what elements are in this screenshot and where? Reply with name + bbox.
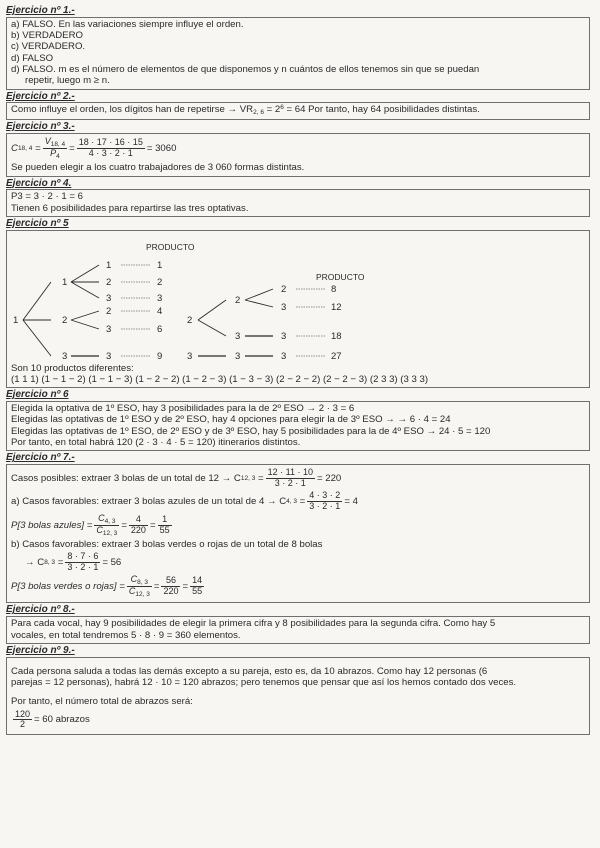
- exercise-3-title: Ejercicio nº 3.-: [6, 121, 75, 133]
- tree2-leaf-3: 3: [281, 330, 287, 342]
- e6-line-4: Por tanto, en total habrá 120 (2 · 3 · 4 · 5 = 120) itinerarios distintos.: [11, 437, 301, 449]
- e1-line-e-cont: repetir, luego m ≥ n.: [25, 75, 110, 87]
- e9-den: 2: [20, 719, 26, 730]
- e7-pb-c1s: 8, 3: [137, 579, 149, 587]
- producto-label-1: PRODUCTO: [146, 241, 195, 252]
- e7-l1-frac: [266, 468, 315, 489]
- e7-a-frac: [307, 491, 342, 512]
- e3-v: V: [44, 135, 51, 146]
- e1-line-c: c) VERDADERO.: [11, 41, 86, 53]
- e3-frac-1: [43, 137, 67, 160]
- tree3-root: 3: [187, 350, 193, 362]
- tree2-leaf-1: 2: [281, 283, 287, 295]
- tree1-product-6: 9: [157, 350, 163, 362]
- tree2-product-1: 8: [331, 283, 337, 295]
- e3-frac-2: [77, 138, 145, 159]
- tree-svg: [11, 232, 585, 363]
- tree2-product-3: 18: [331, 330, 342, 342]
- e9-frac: [13, 710, 32, 731]
- e3-p-sub: 4: [56, 153, 60, 161]
- exercise-5-title: Ejercicio nº 5: [6, 217, 69, 229]
- e7-pb-d3: 55: [192, 586, 203, 597]
- e9-equation: [11, 710, 585, 731]
- tree2-product-2: 12: [331, 301, 342, 313]
- e7-pb-n3: 14: [192, 575, 203, 586]
- tree3-product: 27: [331, 350, 342, 362]
- e7-pb-frac3: [190, 576, 204, 597]
- e7-b-text: b) Casos favorables: extraer 3 bolas verdes o rojas de un total de 8 bolas: [11, 539, 323, 551]
- tree1-leaf-2: 2: [106, 276, 112, 288]
- e7-pb-frac1: [127, 575, 152, 598]
- e6-line-1: Elegida la optativa de 1º ESO, hay 3 posibilidades para la de 2º ESO → 2 · 3 = 6: [11, 403, 355, 415]
- e7-b-arrow: → C: [25, 557, 45, 569]
- tree1-product-3: 3: [157, 292, 163, 304]
- e7-pa-frac3: [158, 515, 172, 536]
- exercise-4-box: [6, 189, 590, 217]
- e1-line-a: a) FALSO. En las variaciones siempre influye el orden.: [11, 18, 244, 30]
- tree2-mid-2: 3: [235, 330, 241, 342]
- tree2-leaf-2: 3: [281, 301, 287, 313]
- exercise-2-box: [6, 102, 590, 120]
- tree1-mid-1: 1: [62, 276, 68, 288]
- e9-line-3: Por tanto, el número total de abrazos será:: [11, 696, 193, 708]
- e7-b-frac: [65, 552, 100, 573]
- e3-equation: C 18, 4 = $\frac{V_{18, 4}}{P_4}$ = $\frac{18 \cdot 17 \cdot 16 \cdot 15}{4 \cdot 3 \cdot 2 \cdot 1}$ = 3060: [11, 135, 177, 161]
- e3-result: = 3060: [146, 142, 177, 154]
- e4-line-2: Tienen 6 posibilidades para repartirse las tres optativas.: [11, 202, 249, 214]
- e9-res: = 60 abrazos: [34, 714, 90, 726]
- answer-sheet: [6, 4, 590, 736]
- exercise-5-box: [6, 230, 590, 389]
- e2-end: = 64 Por tanto, hay 64 posibilidades distintas.: [283, 104, 480, 116]
- e7-pa-n3: 1: [158, 515, 172, 526]
- e7-l1-sub: 12, 3: [240, 474, 256, 482]
- e6-line-3: Elegidas las optativas de 1º ESO, de 2º ESO y de 3º ESO, hay 5 posibilidades para la de 4º ESO → 24 · 5 = 120: [11, 425, 491, 437]
- tree1-leaf-5: 3: [106, 323, 112, 335]
- exercise-6-title: Ejercicio nº 6: [6, 389, 69, 401]
- tree1-product-2: 2: [157, 276, 163, 288]
- e2-rest: = 2: [263, 104, 281, 116]
- e7-pa-c1s: 4, 3: [104, 517, 116, 525]
- e7-pa-label: P[3 bolas azules] =: [11, 519, 93, 531]
- e9-line-1: Cada persona saluda a todas las demás excepto a su pareja, esto es, da 10 abrazos. Como hay 12 personas (6: [11, 665, 488, 677]
- exercise-9-box: [6, 657, 590, 736]
- e5-line-2: (1 1 1) (1 − 1 − 2) (1 − 1 − 3) (1 − 2 − 2) (1 − 2 − 3) (1 − 3 − 3) (2 − 2 − 2) (2 − 2 − 3) (2 3 3) (3 3 3): [11, 374, 429, 386]
- exercise-6-box: [6, 401, 590, 451]
- e5-tree-diagram: [11, 232, 585, 363]
- exercise-7-box: [6, 464, 590, 603]
- e1-line-e: d) FALSO. m es el número de elementos de que disponemos y n cuántos de ellos tenemos sin que se puedan: [11, 64, 480, 76]
- e7-pa-c1: C: [98, 512, 105, 523]
- tree2-mid-1: 2: [235, 294, 241, 306]
- exercise-1-title: Ejercicio nº 1.-: [6, 5, 75, 16]
- e8-line-1: Para cada vocal, hay 9 posibilidades de elegir la primera cifra y 8 posibilidades para la segunda cifra. Como hay 5: [11, 618, 496, 630]
- e7-pb-n2: 56: [161, 576, 180, 587]
- e9-num: 120: [15, 708, 31, 719]
- e2-sub: 2, 6: [253, 109, 264, 117]
- e2-line: [11, 104, 585, 117]
- e3-den2: 4 · 3 · 2 · 1: [88, 148, 133, 159]
- e2-sup: 6: [280, 104, 284, 112]
- exercise-9-title: Ejercicio nº 9.-: [6, 644, 75, 656]
- e7-pb-c2: C: [128, 586, 136, 597]
- e3-p: P: [50, 148, 57, 159]
- e1-line-b: b) VERDADERO: [11, 30, 83, 42]
- e7-pb-c2s: 12, 3: [135, 591, 150, 599]
- e7-pa-frac1: [94, 514, 119, 537]
- tree1-mid-2: 2: [62, 314, 68, 326]
- e3-lhs-sub: 18, 4: [17, 144, 33, 152]
- exercise-7-title: Ejercicio nº 7.-: [6, 452, 75, 464]
- e7-pb-c1: C: [130, 574, 138, 585]
- e7-a-sub: 4, 3: [286, 497, 298, 505]
- e7-pa-d3: 55: [159, 524, 170, 535]
- tree3-mid: 3: [235, 350, 241, 362]
- e7-a-text: a) Casos favorables: extraer 3 bolas azules de un total de 4 → C: [11, 495, 287, 507]
- tree1-product-1: 1: [157, 259, 163, 271]
- e7-posibles: Casos posibles: extraer 3 bolas de un total de 12 → C 12, 3 = $\frac{12 \cdot 11 \cdot 10}{3 \cdot 2 \cdot 1}$ = 220: [11, 467, 342, 489]
- e7-b-num: 8 · 7 · 6: [67, 551, 99, 562]
- exercise-1-box: [6, 17, 590, 90]
- tree3-leaf: 3: [281, 350, 287, 362]
- exercise-2-title: Ejercicio nº 2.-: [6, 90, 75, 102]
- e7-b: → C 8, 3 = $\frac{8 \cdot 7 \cdot 6}{3 \cdot 2 \cdot 1}$ = 56: [25, 551, 122, 573]
- e7-pb-d2: 220: [163, 586, 179, 597]
- e1-line-d: d) FALSO: [11, 52, 54, 64]
- e9-line-2: parejas = 12 personas), habrá 12 · 10 = 120 abrazos; pero tenemos que pensar que así los hemos contado dos veces.: [11, 676, 517, 688]
- e7-b-sub: 8, 3: [44, 558, 56, 566]
- e5-line-1: Son 10 productos diferentes:: [11, 362, 134, 374]
- e7-l1-text: Casos posibles: extraer 3 bolas de un total de 12 → C: [11, 472, 241, 484]
- e7-b-den: 3 · 2 · 1: [67, 562, 99, 573]
- e7-pa-frac2: [129, 515, 148, 536]
- exercise-4-title: Ejercicio nº 4.: [6, 177, 72, 189]
- e7-a-den: 3 · 2 · 1: [309, 500, 341, 511]
- e8-line-2: vocales, en total tendremos 5 · 8 · 9 = 360 elementos.: [11, 629, 241, 641]
- e7-l1-den: 3 · 2 · 1: [274, 478, 306, 489]
- e7-b-res: = 56: [102, 557, 122, 569]
- tree1-mid-3: 3: [62, 350, 68, 362]
- exercise-3-box: [6, 133, 590, 177]
- e4-line-1: P3 = 3 · 2 · 1 = 6: [11, 191, 83, 203]
- producto-label-2: PRODUCTO: [316, 271, 365, 282]
- tree1-leaf-3: 3: [106, 292, 112, 304]
- e7-a-res: = 4: [344, 495, 358, 507]
- e7-pb: P[3 bolas verdes o rojas] = $\frac{C_{8, 3}}{C_{12, 3}}$ = $\frac{56}{220}$ = $\frac{14}{55}$: [11, 574, 203, 599]
- exercise-8-title: Ejercicio nº 8.-: [6, 604, 75, 616]
- tree1-leaf-1: 1: [106, 259, 112, 271]
- e3-lhs: C: [11, 142, 18, 154]
- tree1-leaf-6: 3: [106, 350, 112, 362]
- e7-l1-res: = 220: [316, 472, 342, 484]
- tree1-product-4: 4: [157, 305, 163, 317]
- tree2-root: 2: [187, 314, 193, 326]
- e6-line-2: Elegidas las optativas de 1º ESO y de 2º ESO, hay 4 opciones para elegir la de 3º ESO → → 6 · 4 = 24: [11, 414, 451, 426]
- exercise-8-box: [6, 616, 590, 644]
- e7-a-num: 4 · 3 · 2: [309, 489, 341, 500]
- e7-a: a) Casos favorables: extraer 3 bolas azules de un total de 4 → C 4, 3 = $\frac{4 \cdot 3 \cdot 2}{3 \cdot 2 \cdot 1}$ = 4: [11, 489, 358, 511]
- tree1-product-5: 6: [157, 323, 163, 335]
- e7-pa: P[3 bolas azules] = $\frac{C_{4, 3}}{C_{12, 3}}$ = $\frac{4}{220}$ = $\frac{1}{55}$: [11, 512, 170, 537]
- tree1-root: 1: [13, 314, 19, 326]
- e2-text: Como influye el orden, los dígitos han de repetirse → VR: [11, 104, 254, 116]
- e3-text: Se pueden elegir a los cuatro trabajadores de 3 060 formas distintas.: [11, 162, 305, 174]
- e7-pa-c2: C: [96, 524, 103, 535]
- e7-pa-c2s: 12, 3: [102, 529, 118, 537]
- e7-pa-d2: 220: [130, 524, 146, 535]
- e7-l1-num: 12 · 11 · 10: [267, 467, 313, 478]
- e7-pa-n2: 4: [129, 515, 148, 526]
- e3-num2: 18 · 17 · 16 · 15: [78, 137, 143, 148]
- e3-v-sub: 18, 4: [50, 140, 66, 148]
- tree1-leaf-4: 2: [106, 305, 112, 317]
- e7-pb-label: P[3 bolas verdes o rojas] =: [11, 581, 125, 593]
- e7-pb-frac2: [161, 576, 180, 597]
